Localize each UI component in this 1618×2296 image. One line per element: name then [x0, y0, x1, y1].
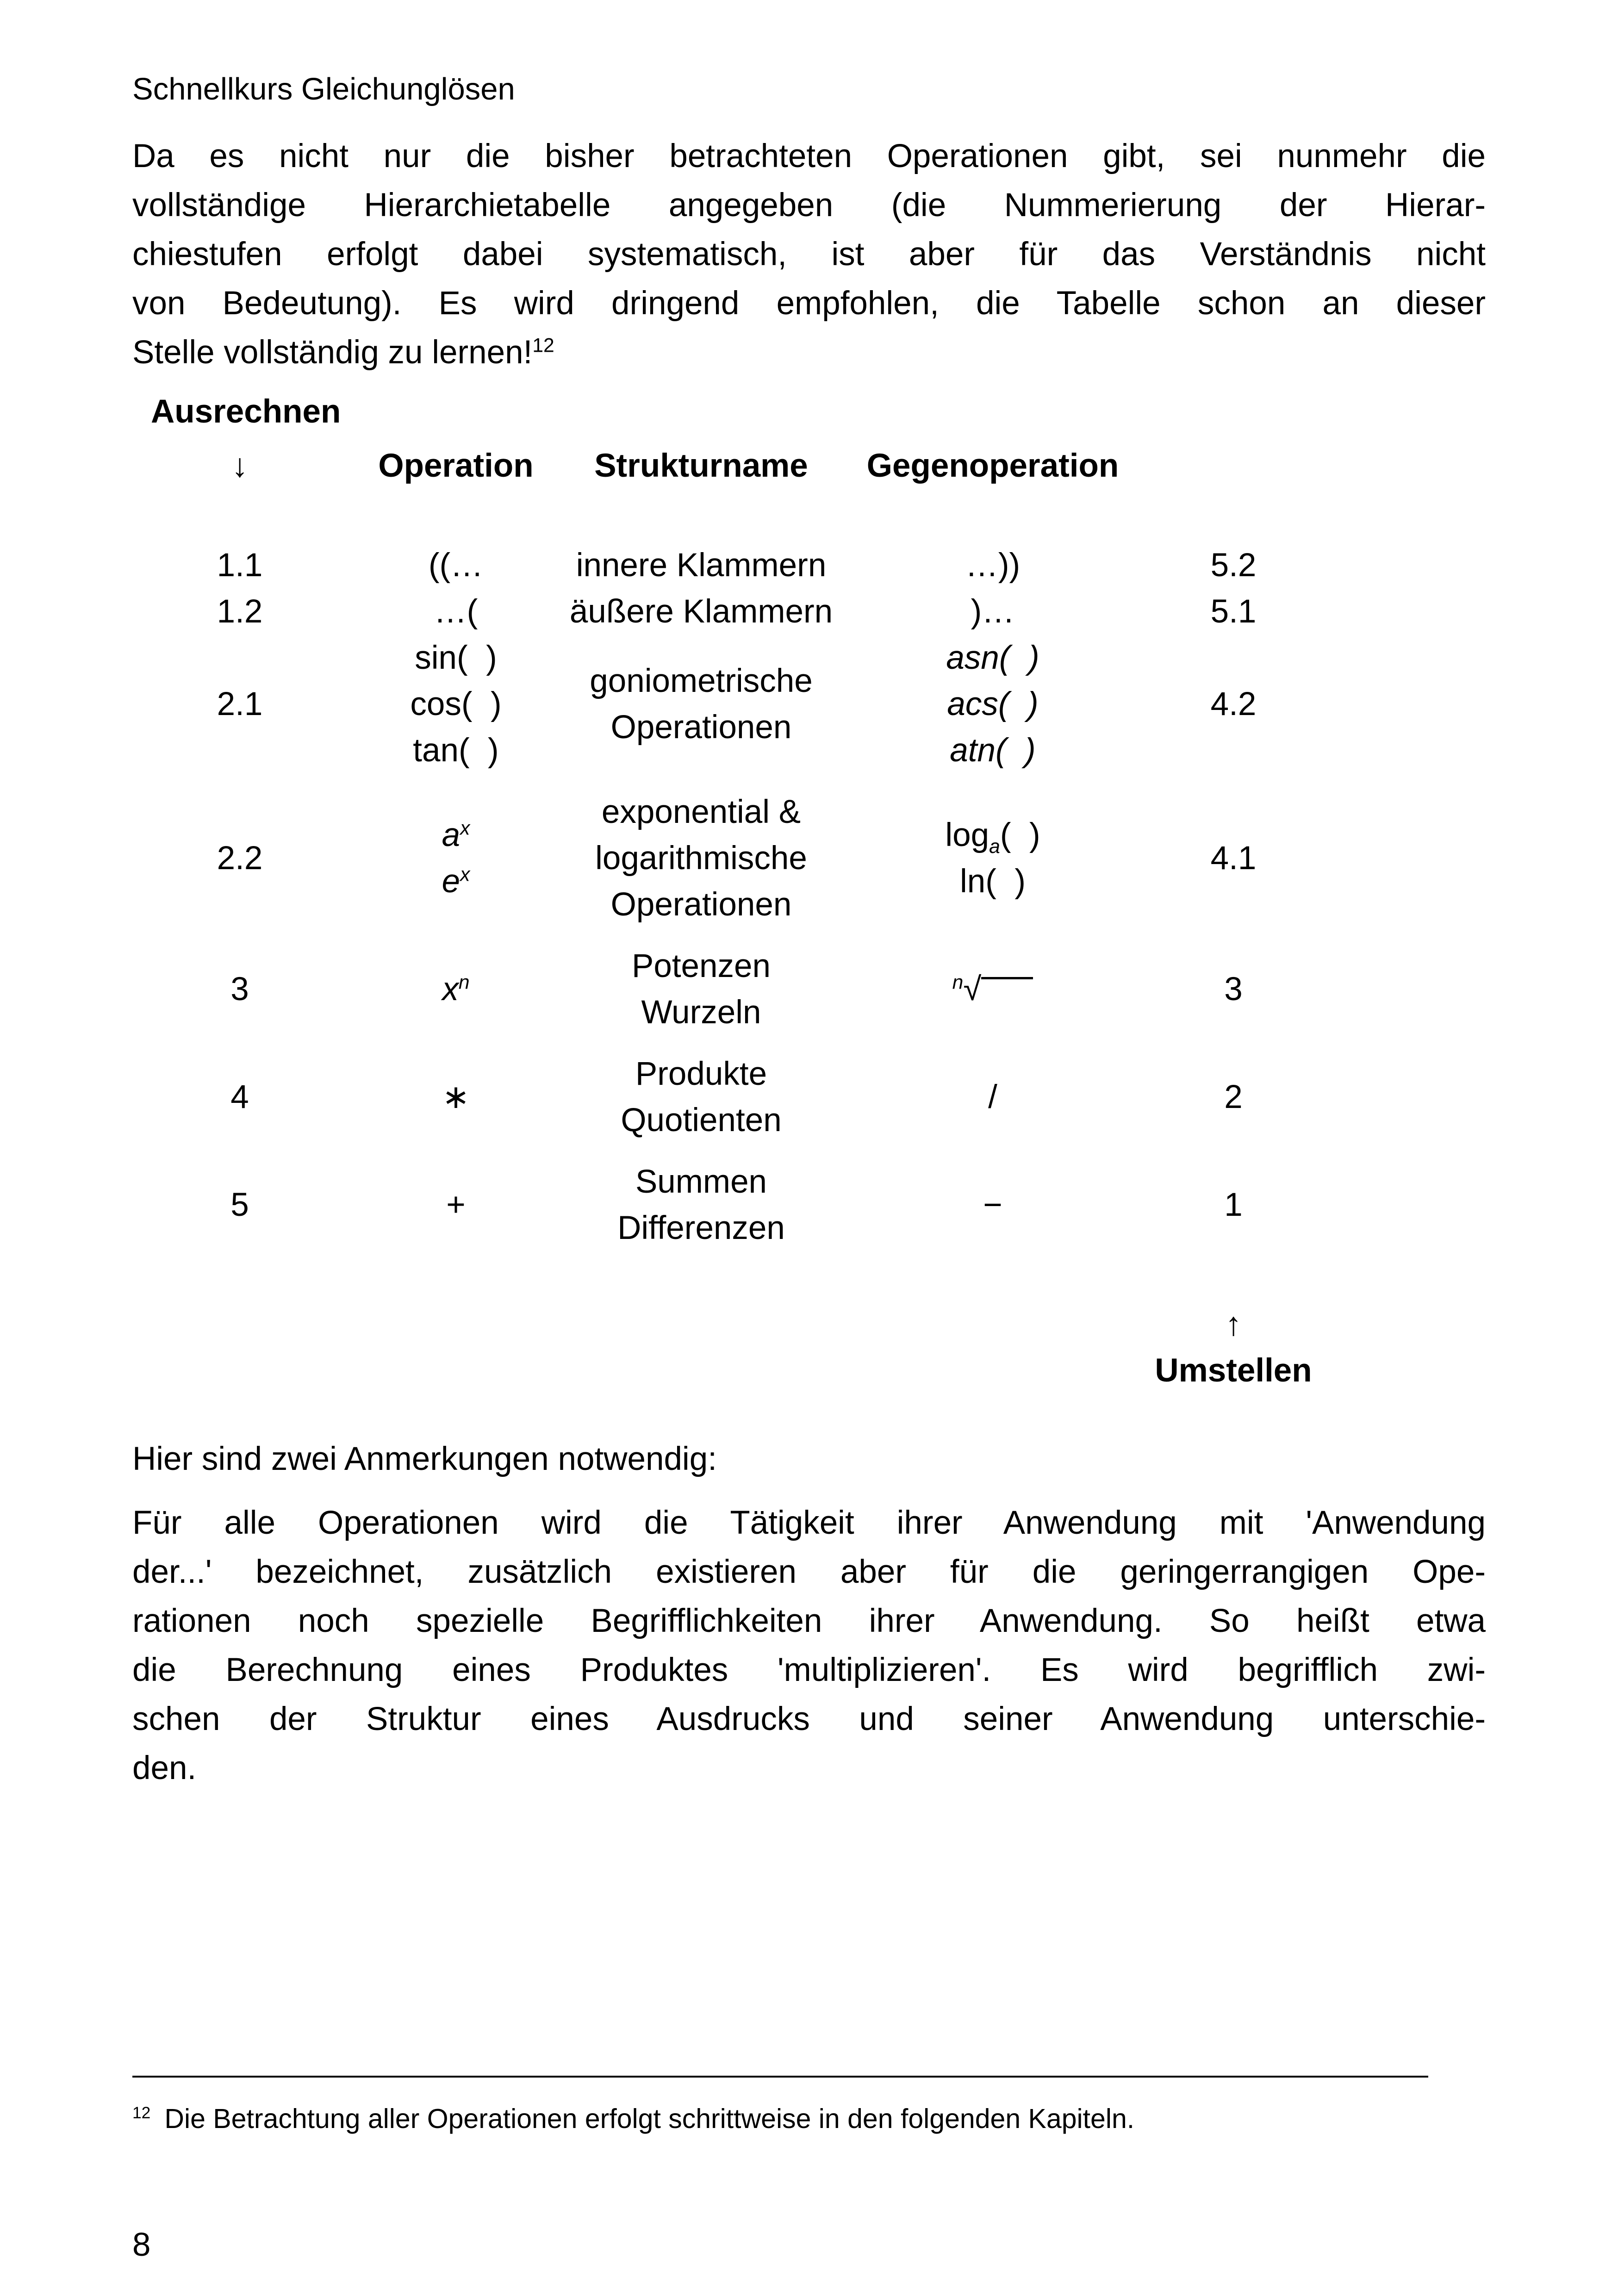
gegenoperation-cell [838, 812, 1148, 905]
footnote-body: Die Betrachtung aller Operationen erfolgt schrittweise in den folgenden Kapiteln. [164, 2103, 1135, 2134]
paragraph-line: die Berechnung eines Produktes 'multiplizieren'. Es wird begrifflich zwi- [132, 1652, 1486, 1688]
gegenoperation-line: asn( ) [946, 640, 1039, 676]
strukturname-cell [565, 943, 838, 1036]
strukturname-line: exponential & [601, 794, 801, 830]
intro-paragraph [132, 132, 1486, 377]
gegenoperation-cell: …)) [965, 547, 1021, 584]
paragraph-line: rationen noch spezielle Begrifflichkeiten ihrer Anwendung. So heißt etwa [132, 1603, 1486, 1639]
operation-line: sin( ) [415, 640, 497, 676]
strukturname-cell [565, 789, 838, 928]
operation-line: tan( ) [413, 732, 499, 769]
table-footer-label-row [132, 1348, 1486, 1394]
paragraph-line: der...' bezeichnet, zusätzlich existieren aber für die geringerrangigen Ope- [132, 1554, 1486, 1590]
level-number: 2.1 [217, 686, 263, 722]
strukturname-line: Operationen [610, 709, 792, 746]
operation-cell [347, 635, 565, 774]
gegenoperation-cell [838, 966, 1148, 1013]
down-arrow-icon: ↓ [231, 448, 248, 484]
strukturname-cell [565, 1051, 838, 1144]
table-row [132, 1051, 1486, 1144]
strukturname-line: Differenzen [617, 1210, 785, 1246]
operation-cell: ((… [428, 547, 484, 584]
table-header-row [132, 443, 1486, 489]
page-number: 8 [132, 2227, 151, 2263]
operation-cell: $x^n$ [442, 971, 470, 1008]
counter-level-number: 5.2 [1210, 547, 1257, 584]
strukturname-cell [565, 658, 838, 751]
level-number: 3 [230, 971, 249, 1008]
table-row [132, 789, 1486, 928]
gegenoperation-cell: / [988, 1079, 997, 1115]
table-row [132, 589, 1486, 635]
table-row [132, 943, 1486, 1036]
table-row [132, 1159, 1486, 1251]
level-number: 4 [230, 1079, 249, 1115]
strukturname-cell [565, 1159, 838, 1251]
radical-sign: √ [963, 971, 982, 1008]
gegenoperation-cell: )… [971, 593, 1015, 630]
gegenoperation-cell: − [983, 1187, 1002, 1223]
radical-index: n [952, 971, 964, 994]
strukturname-line: Summen [635, 1164, 767, 1200]
gegenoperation-cell [838, 635, 1148, 774]
strukturname-line: goniometrische [590, 663, 813, 699]
counter-level-number: 3 [1224, 971, 1243, 1008]
strukturname-line: Operationen [610, 886, 792, 923]
counter-level-number: 1 [1224, 1187, 1243, 1223]
paragraph-line: den. [132, 1750, 197, 1786]
footnote-reference: 12 [532, 334, 554, 357]
strukturname-line: Quotienten [621, 1102, 782, 1139]
notes-paragraph [132, 1499, 1486, 1793]
table-row [132, 635, 1486, 774]
running-head: Schnellkurs Gleichunglösen [132, 72, 515, 106]
col-header-strukturname: Strukturname [594, 448, 808, 484]
radical-vinculum [981, 977, 1033, 979]
up-arrow-icon: ↑ [1225, 1306, 1242, 1343]
footnote [132, 2076, 1486, 2138]
counter-level-number: 2 [1224, 1079, 1243, 1115]
strukturname-line: logarithmische [595, 840, 807, 877]
col-header-operation: Operation [378, 448, 534, 484]
paragraph-line: Da es nicht nur die bisher betrachteten Operationen gibt, sei nunmehr die [132, 138, 1486, 174]
gegenoperation-line: atn( ) [950, 732, 1036, 769]
footnote-rule [132, 2076, 1428, 2078]
table-title-ausrechnen: Ausrechnen [151, 393, 341, 430]
operation-cell: + [446, 1187, 466, 1223]
notes-intro-line: Hier sind zwei Anmerkungen notwendig: [132, 1441, 717, 1477]
hierarchy-table [132, 391, 1486, 1394]
table-footer-umstellen: Umstellen [1155, 1352, 1312, 1389]
strukturname-line: Potenzen [631, 948, 771, 984]
paragraph-line: chiestufen erfolgt dabei systematisch, ist aber für das Verständnis nicht [132, 236, 1486, 273]
strukturname-cell: äußere Klammern [569, 593, 833, 630]
ln-expression: ln( ) [960, 863, 1026, 900]
operation-line: cos( ) [410, 686, 502, 722]
strukturname-cell: innere Klammern [576, 547, 827, 584]
strukturname-line: Wurzeln [641, 994, 761, 1031]
paragraph-line: vollständige Hierarchietabelle angegeben (die Nummerierung der Hierar- [132, 187, 1486, 224]
paragraph-line [132, 328, 1486, 377]
level-number: 1.2 [217, 593, 263, 630]
power-expression: $a^x$ [442, 817, 470, 853]
paragraph-text: Stelle vollständig zu lernen! [132, 334, 533, 371]
table-row [132, 542, 1486, 589]
log-expression: $\log_a$( ) [945, 817, 1040, 858]
operation-cell: …( [434, 593, 478, 630]
operation-cell [347, 812, 565, 905]
counter-level-number: 4.2 [1210, 686, 1257, 722]
counter-level-number: 4.1 [1210, 840, 1257, 877]
paragraph-line: von Bedeutung). Es wird dringend empfohlen, die Tabelle schon an dieser [132, 285, 1486, 322]
paragraph-line: schen der Struktur eines Ausdrucks und seiner Anwendung unterschie- [132, 1701, 1486, 1737]
gegenoperation-line: acs( ) [947, 686, 1039, 722]
footnote-marker: 12 [132, 2103, 151, 2122]
strukturname-line: Produkte [635, 1056, 767, 1092]
table-footer-arrow-row [132, 1301, 1486, 1348]
footnote-text [132, 2100, 1486, 2138]
level-number: 5 [230, 1187, 249, 1223]
level-number: 2.2 [217, 840, 263, 877]
counter-level-number: 5.1 [1210, 593, 1257, 630]
col-header-gegenoperation: Gegenoperation [866, 448, 1119, 484]
paragraph-line: Für alle Operationen wird die Tätigkeit ihrer Anwendung mit 'Anwendung [132, 1505, 1486, 1541]
operation-cell: ∗ [442, 1079, 470, 1115]
level-number: 1.1 [217, 547, 263, 584]
power-expression: $e^x$ [442, 863, 470, 900]
